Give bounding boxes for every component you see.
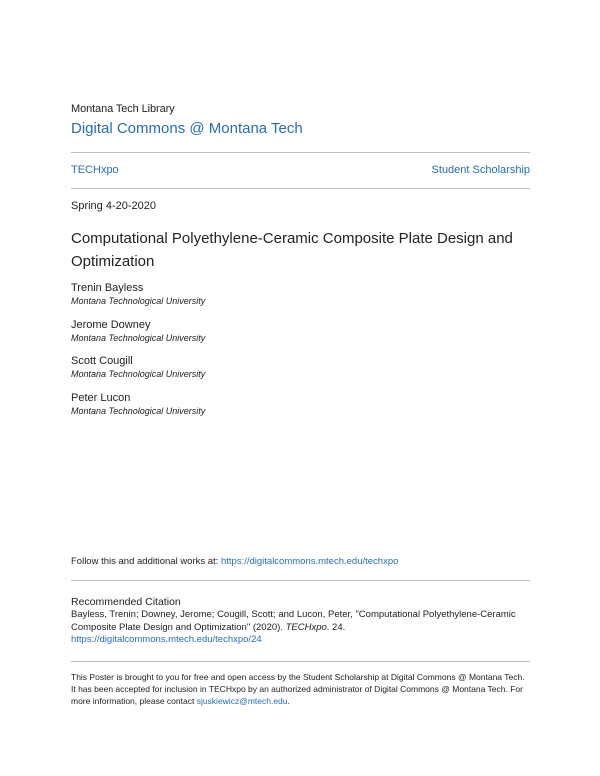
repository-link[interactable]: Digital Commons @ Montana Tech	[71, 120, 303, 137]
divider-citation	[71, 580, 530, 581]
citation-text-part1: Bayless, Trenin; Downey, Jerome; Cougill, Scott; and Lucon, Peter, "Computational Polyethylene-Ceramic Composite Plate Design and Optimization" (2020).	[71, 609, 516, 633]
document-title: Computational Polyethylene-Ceramic Composite Plate Design and Optimization	[71, 230, 513, 270]
author-affiliation: Montana Technological University	[71, 333, 206, 343]
author-entry	[71, 319, 205, 344]
citation-journal: TECHxpo	[285, 621, 327, 633]
author-name: Scott Cougill	[71, 355, 133, 367]
follow-text: Follow this and additional works at:	[71, 556, 221, 567]
citation-heading: Recommended Citation	[71, 596, 181, 608]
author-entry	[71, 392, 205, 417]
contact-email-link[interactable]: sjuskiewicz@mtech.edu	[196, 696, 288, 706]
follow-line	[71, 556, 398, 567]
publication-date: Spring 4-20-2020	[71, 200, 157, 212]
divider-breadcrumb	[71, 188, 530, 189]
citation-link[interactable]: https://digitalcommons.mtech.edu/techxpo/24	[71, 634, 262, 645]
cover-page	[71, 0, 530, 776]
author-entry	[71, 355, 205, 380]
author-entry	[71, 282, 205, 307]
author-affiliation: Montana Technological University	[71, 296, 206, 306]
author-affiliation: Montana Technological University	[71, 406, 206, 416]
notice-text: This Poster is brought to you for free and open access by the Student Scholarship at Digital Commons @ Montana Tech. It has been accepted for inclusion in TECHxpo by an authorized administrator of Digital Commons @ Montana Tech. For more information, please contact	[71, 672, 525, 706]
collection-link-student-scholarship[interactable]: Student Scholarship	[431, 164, 530, 176]
follow-link[interactable]: https://digitalcommons.mtech.edu/techxpo	[220, 556, 399, 567]
citation-text-part2: . 24.	[326, 621, 346, 633]
collection-link-techxpo[interactable]: TECHxpo	[71, 164, 119, 176]
library-name: Montana Tech Library	[71, 103, 175, 115]
author-name: Peter Lucon	[71, 392, 131, 404]
author-affiliation: Montana Technological University	[71, 369, 206, 379]
citation-text	[71, 609, 530, 647]
author-name: Trenin Bayless	[71, 282, 144, 294]
author-name: Jerome Downey	[71, 319, 151, 331]
divider-notice	[71, 661, 530, 662]
access-notice	[71, 671, 530, 707]
divider-top	[71, 152, 530, 153]
notice-end: .	[287, 696, 290, 706]
